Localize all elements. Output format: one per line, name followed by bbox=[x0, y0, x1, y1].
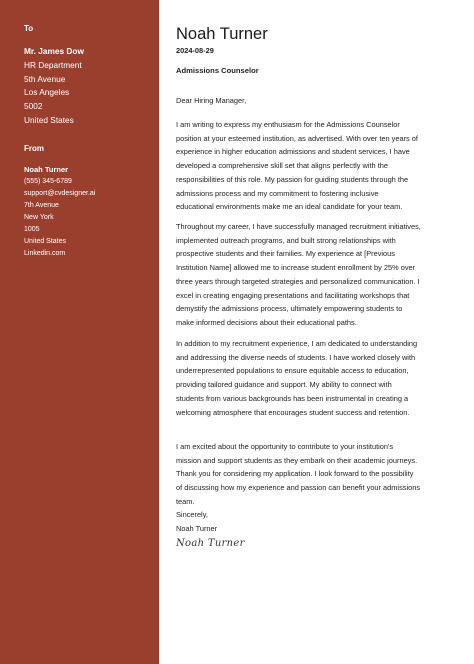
paragraph-line: providing tailored guidance and support. My ability to connect with bbox=[176, 380, 392, 390]
paragraph-line: In addition to my recruitment experience, I am dedicated to understanding bbox=[176, 339, 418, 348]
sender-address-line: United States bbox=[24, 238, 67, 246]
paragraph-line: responsibilities of this role. My passion for guiding students through the bbox=[176, 174, 409, 184]
paragraph-line: Throughout my career, I have successfully managed recruitment initiatives, bbox=[176, 222, 421, 231]
letter-body bbox=[176, 0, 456, 664]
recipient-line: 5th Avenue bbox=[24, 73, 66, 84]
paragraph-line: make informed decisions about their educational paths. bbox=[176, 317, 357, 327]
paragraph-line: Institution Name] allowed me to increase student enrollment by 25% over bbox=[176, 263, 416, 273]
paragraph-line: educational environments make me an ideal candidate for your team. bbox=[176, 202, 403, 212]
sender-email[interactable]: support@cvdesigner.ai bbox=[24, 189, 96, 197]
letter-date: 2024-08-29 bbox=[176, 46, 214, 55]
sender-phone[interactable]: (555) 345-6789 bbox=[24, 177, 72, 185]
paragraph-intro bbox=[176, 118, 454, 214]
paragraph-line: I am excited about the opportunity to contribute to your institution's bbox=[176, 442, 394, 451]
closing-phrase: Sincerely, bbox=[176, 510, 208, 519]
paragraph-experience bbox=[176, 220, 454, 330]
sender-address-line: 7th Avenue bbox=[24, 202, 59, 210]
sender-name: Noah Turner bbox=[24, 164, 69, 174]
paragraph-line: prospective students and their families. My experience at [Previous bbox=[176, 249, 395, 259]
closing-name: Noah Turner bbox=[176, 524, 218, 533]
sender-address-line: 1005 bbox=[24, 226, 40, 234]
recipient-name: Mr. James Dow bbox=[24, 46, 84, 56]
paragraph-line: admissions process and my commitment to fostering inclusive bbox=[176, 188, 379, 198]
paragraph-line: experience in higher education admissions and student services, I have bbox=[176, 147, 410, 157]
recipient-line: United States bbox=[24, 114, 74, 125]
paragraph-line: three years through targeted strategies and personalized communication. I bbox=[176, 276, 420, 286]
paragraph-line: underrepresented populations to ensure equitable access to education, bbox=[176, 366, 409, 376]
recipient-block bbox=[24, 45, 149, 128]
recipient-line: 5002 bbox=[24, 101, 43, 112]
paragraph-line: developed a comprehensive skill set that aligns perfectly with the bbox=[176, 161, 388, 171]
sender-address-line: New York bbox=[24, 214, 54, 222]
paragraph-line: demystify the admissions process, ultimately empowering students to bbox=[176, 304, 403, 314]
paragraph-line: I am writing to express my enthusiasm for the Admissions Counselor bbox=[176, 120, 400, 129]
sender-linkedin-link[interactable]: Linkedin.com bbox=[24, 250, 66, 258]
sidebar bbox=[0, 0, 159, 664]
paragraph-line: of discussing how my experience and passion can benefit your admissions bbox=[176, 483, 421, 493]
sender-block bbox=[24, 164, 149, 261]
recipient-line: HR Department bbox=[24, 59, 82, 70]
to-heading: To bbox=[24, 24, 34, 33]
paragraph-line: position at your esteemed institution, as advertised. With over ten years of bbox=[176, 133, 418, 143]
paragraph-line: Thank you for considering my application. I look forward to the possibility bbox=[176, 469, 414, 479]
closing-block bbox=[176, 508, 217, 536]
paragraph-diversity bbox=[176, 337, 454, 419]
from-heading: From bbox=[24, 143, 44, 153]
paragraph-closing bbox=[176, 440, 454, 509]
paragraph-line: and addressing the diverse needs of students. I have worked closely with bbox=[176, 352, 416, 362]
paragraph-line: implemented outreach programs, and built strong relationships with bbox=[176, 235, 396, 245]
signature: Noah Turner bbox=[176, 538, 245, 549]
salutation: Dear Hiring Manager, bbox=[176, 96, 247, 105]
paragraph-line: excel in creating engaging presentations and facilitating workshops that bbox=[176, 290, 410, 300]
job-position: Admissions Counselor bbox=[176, 66, 259, 75]
paragraph-line: welcoming atmosphere that encourages student success and retention. bbox=[176, 407, 410, 417]
paragraph-line: students from various backgrounds has been instrumental in creating a bbox=[176, 393, 409, 403]
recipient-line: Los Angeles bbox=[24, 87, 70, 98]
paragraph-line: team. bbox=[176, 496, 195, 506]
applicant-name: Noah Turner bbox=[176, 25, 268, 43]
paragraph-line: mission and support students as they embark on their academic journeys. bbox=[176, 455, 418, 465]
